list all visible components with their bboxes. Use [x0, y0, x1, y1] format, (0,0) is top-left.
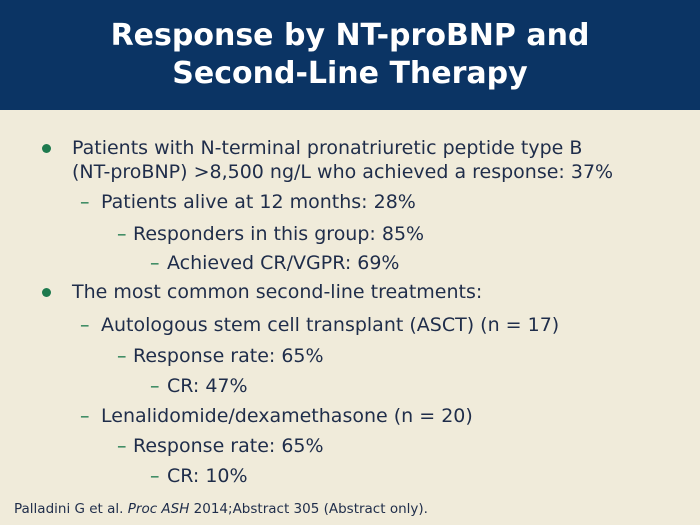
- bullet-2-line-1: The most common second-line treatments:: [72, 281, 483, 303]
- sub-item-asct: Autologous stem cell transplant (ASCT) (n = 17): [101, 314, 560, 336]
- bullet-1-line-2: (NT-proBNP) >8,500 ng/L who achieved a response: 37%: [72, 161, 614, 183]
- dash-icon: –: [117, 435, 127, 457]
- citation-prefix: Palladini G et al.: [14, 501, 128, 517]
- dash-icon: –: [80, 405, 90, 427]
- dash-icon: –: [117, 223, 127, 245]
- bullet-icon: [42, 288, 51, 297]
- sub-item-len-dex-cr: CR: 10%: [167, 465, 248, 487]
- dash-icon: –: [117, 345, 127, 367]
- sub-item-len-dex-response-rate: Response rate: 65%: [133, 435, 324, 457]
- dash-icon: –: [150, 252, 160, 274]
- citation: [14, 500, 428, 518]
- sub-item-alive-12-months: Patients alive at 12 months: 28%: [101, 191, 416, 213]
- citation-suffix: 2014;Abstract 305 (Abstract only).: [189, 501, 428, 517]
- sub-item-asct-cr: CR: 47%: [167, 375, 248, 397]
- dash-icon: –: [80, 191, 90, 213]
- dash-icon: –: [80, 314, 90, 336]
- sub-item-len-dex: Lenalidomide/dexamethasone (n = 20): [101, 405, 473, 427]
- sub-item-asct-response-rate: Response rate: 65%: [133, 345, 324, 367]
- slide-title-line-2: Second-Line Therapy: [172, 56, 528, 91]
- dash-icon: –: [150, 465, 160, 487]
- sub-item-cr-vgpr: Achieved CR/VGPR: 69%: [167, 252, 400, 274]
- citation-journal: Proc ASH: [127, 501, 190, 517]
- slide-title-line-1: Response by NT-proBNP and: [110, 18, 590, 53]
- sub-item-responders: Responders in this group: 85%: [133, 223, 425, 245]
- bullet-1-line-1: Patients with N-terminal pronatriuretic peptide type B: [72, 137, 583, 159]
- bullet-icon: [42, 144, 51, 153]
- dash-icon: –: [150, 375, 160, 397]
